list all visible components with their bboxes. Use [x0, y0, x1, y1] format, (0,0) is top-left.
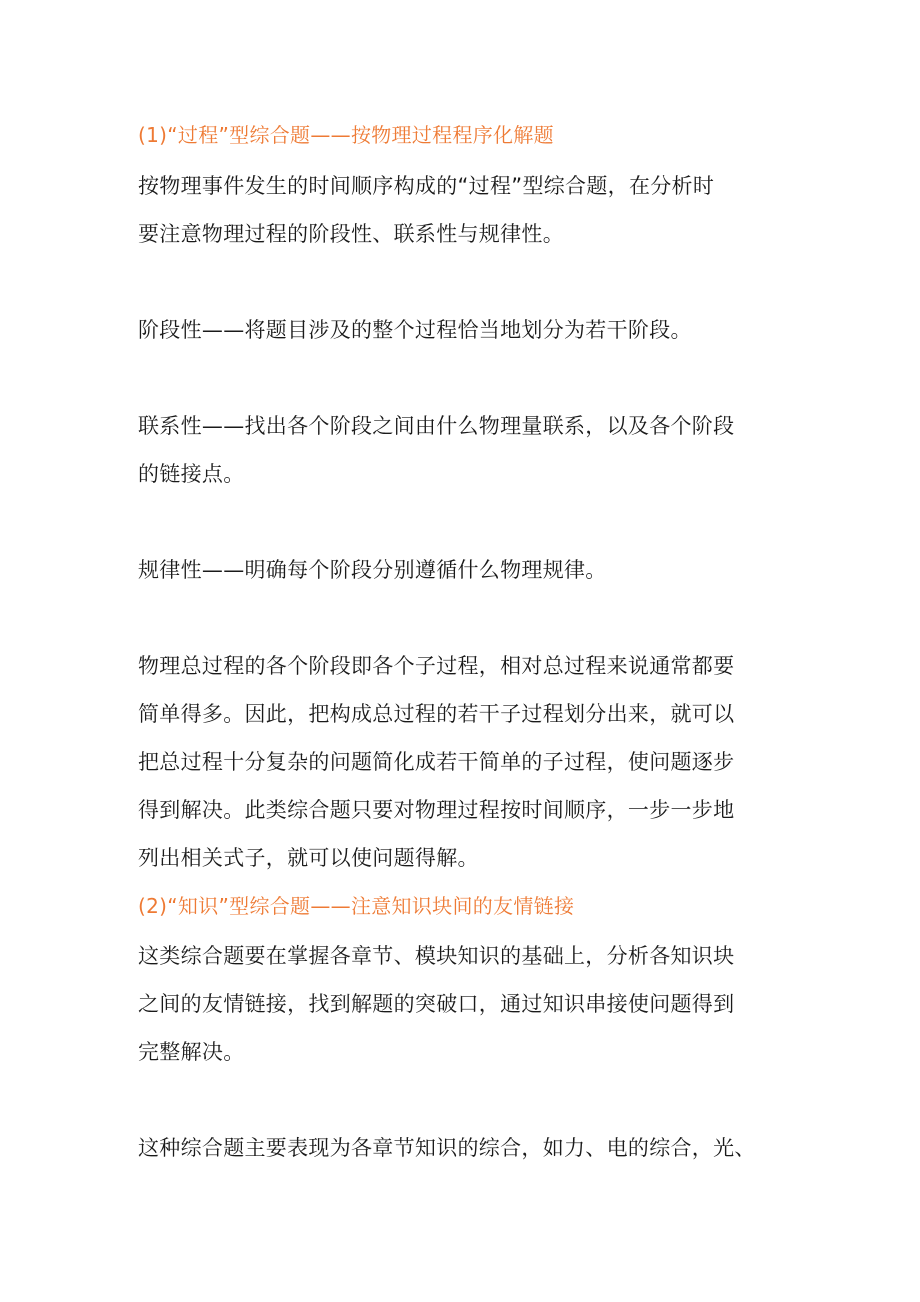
section-2-forms-line-1: 这种综合题主要表现为各章节知识的综合，如力、电的综合，光、: [138, 1136, 756, 1160]
summary-line-4: 得到解决。此类综合题只要对物理过程按时间顺序，一步一步地: [138, 798, 735, 822]
summary-line-3: 把总过程十分复杂的问题简化成若干简单的子过程，使问题逐步: [138, 750, 735, 774]
law-paragraph: 规律性——明确每个阶段分别遵循什么物理规律。: [138, 558, 607, 582]
stage-paragraph: 阶段性——将题目涉及的整个过程恰当地划分为若干阶段。: [138, 318, 692, 342]
summary-line-5: 列出相关式子，就可以使问题得解。: [138, 846, 479, 870]
summary-line-2: 简单得多。因此，把构成总过程的若干子过程划分出来，就可以: [138, 702, 735, 726]
section-2-heading: (2)“知识”型综合题——注意知识块间的友情链接: [138, 894, 575, 918]
connection-paragraph-line-1: 联系性——找出各个阶段之间由什么物理量联系，以及各个阶段: [138, 414, 735, 438]
connection-paragraph-line-2: 的链接点。: [138, 462, 245, 486]
section-2-intro-line-2: 之间的友情链接，找到解题的突破口，通过知识串接使问题得到: [138, 992, 735, 1016]
section-2-intro-line-1: 这类综合题要在掌握各章节、模块知识的基础上，分析各知识块: [138, 944, 735, 968]
summary-line-1: 物理总过程的各个阶段即各个子过程，相对总过程来说通常都要: [138, 654, 735, 678]
section-1-intro-line-2: 要注意物理过程的阶段性、联系性与规律性。: [138, 222, 564, 246]
section-1-heading: (1)“过程”型综合题——按物理过程程序化解题: [138, 123, 554, 147]
section-2-intro-line-3: 完整解决。: [138, 1040, 245, 1064]
section-1-intro-line-1: 按物理事件发生的时间顺序构成的“过程”型综合题，在分析时: [138, 174, 715, 198]
